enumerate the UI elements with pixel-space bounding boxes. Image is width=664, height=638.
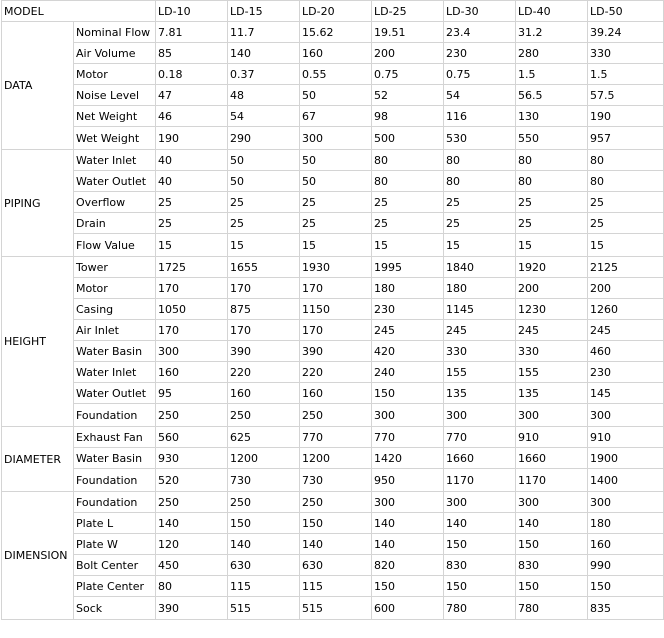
value-cell: 40 bbox=[156, 171, 228, 192]
model-header-cell: MODEL bbox=[2, 1, 156, 22]
value-cell: 39.24 bbox=[588, 22, 664, 43]
value-cell: 245 bbox=[444, 320, 516, 341]
parameter-label: Water Outlet bbox=[74, 383, 156, 404]
value-cell: 140 bbox=[372, 534, 444, 555]
value-cell: 0.75 bbox=[444, 64, 516, 85]
value-cell: 1200 bbox=[300, 448, 372, 469]
value-cell: 80 bbox=[156, 576, 228, 597]
value-cell: 515 bbox=[228, 597, 300, 620]
value-cell: 0.37 bbox=[228, 64, 300, 85]
group-label: HEIGHT bbox=[2, 257, 74, 427]
value-cell: 25 bbox=[300, 192, 372, 213]
value-cell: 1420 bbox=[372, 448, 444, 469]
table-row bbox=[2, 192, 664, 213]
parameter-label: Wet Weight bbox=[74, 127, 156, 150]
value-cell: 1150 bbox=[300, 299, 372, 320]
value-cell: 15 bbox=[444, 234, 516, 257]
value-cell: 56.5 bbox=[516, 85, 588, 106]
value-cell: 15 bbox=[588, 234, 664, 257]
parameter-label: Overflow bbox=[74, 192, 156, 213]
parameter-label: Foundation bbox=[74, 469, 156, 492]
table-row bbox=[2, 64, 664, 85]
value-cell: 770 bbox=[300, 427, 372, 448]
value-cell: 25 bbox=[588, 192, 664, 213]
value-cell: 1.5 bbox=[516, 64, 588, 85]
value-cell: 835 bbox=[588, 597, 664, 620]
value-cell: 180 bbox=[372, 278, 444, 299]
value-cell: 80 bbox=[516, 150, 588, 171]
value-cell: 300 bbox=[588, 404, 664, 427]
table-row bbox=[2, 404, 664, 427]
parameter-label: Tower bbox=[74, 257, 156, 278]
value-cell: 150 bbox=[372, 576, 444, 597]
value-cell: 200 bbox=[372, 43, 444, 64]
table-row bbox=[2, 106, 664, 127]
value-cell: 19.51 bbox=[372, 22, 444, 43]
parameter-label: Foundation bbox=[74, 492, 156, 513]
parameter-label: Air Inlet bbox=[74, 320, 156, 341]
value-cell: 25 bbox=[516, 192, 588, 213]
value-cell: 25 bbox=[300, 213, 372, 234]
value-cell: 300 bbox=[156, 341, 228, 362]
value-cell: 957 bbox=[588, 127, 664, 150]
value-cell: 220 bbox=[228, 362, 300, 383]
value-cell: 515 bbox=[300, 597, 372, 620]
value-cell: 25 bbox=[372, 213, 444, 234]
value-cell: 140 bbox=[300, 534, 372, 555]
value-cell: 500 bbox=[372, 127, 444, 150]
value-cell: 1260 bbox=[588, 299, 664, 320]
value-cell: 830 bbox=[444, 555, 516, 576]
value-cell: 80 bbox=[372, 150, 444, 171]
group-label: DIAMETER bbox=[2, 427, 74, 492]
value-cell: 180 bbox=[588, 513, 664, 534]
table-row bbox=[2, 383, 664, 404]
value-cell: 950 bbox=[372, 469, 444, 492]
value-cell: 15 bbox=[372, 234, 444, 257]
spec-table-body bbox=[2, 1, 664, 620]
value-cell: 245 bbox=[372, 320, 444, 341]
value-cell: 48 bbox=[228, 85, 300, 106]
value-cell: 135 bbox=[444, 383, 516, 404]
value-cell: 460 bbox=[588, 341, 664, 362]
parameter-label: Noise Level bbox=[74, 85, 156, 106]
value-cell: 300 bbox=[372, 492, 444, 513]
value-cell: 67 bbox=[300, 106, 372, 127]
parameter-label: Sock bbox=[74, 597, 156, 620]
parameter-label: Bolt Center bbox=[74, 555, 156, 576]
table-row bbox=[2, 448, 664, 469]
value-cell: 730 bbox=[228, 469, 300, 492]
value-cell: 190 bbox=[588, 106, 664, 127]
parameter-label: Air Volume bbox=[74, 43, 156, 64]
value-cell: 280 bbox=[516, 43, 588, 64]
table-row bbox=[2, 171, 664, 192]
parameter-label: Foundation bbox=[74, 404, 156, 427]
value-cell: 910 bbox=[516, 427, 588, 448]
value-cell: 50 bbox=[300, 171, 372, 192]
value-cell: 95 bbox=[156, 383, 228, 404]
value-cell: 190 bbox=[156, 127, 228, 150]
value-cell: 770 bbox=[372, 427, 444, 448]
value-cell: 15 bbox=[156, 234, 228, 257]
value-cell: 300 bbox=[444, 492, 516, 513]
parameter-label: Nominal Flow bbox=[74, 22, 156, 43]
value-cell: 54 bbox=[228, 106, 300, 127]
value-cell: 240 bbox=[372, 362, 444, 383]
value-cell: 1170 bbox=[516, 469, 588, 492]
value-cell: 52 bbox=[372, 85, 444, 106]
value-cell: 250 bbox=[156, 404, 228, 427]
table-row bbox=[2, 85, 664, 106]
value-cell: 390 bbox=[156, 597, 228, 620]
value-cell: 625 bbox=[228, 427, 300, 448]
value-cell: 600 bbox=[372, 597, 444, 620]
value-cell: 23.4 bbox=[444, 22, 516, 43]
value-cell: 145 bbox=[588, 383, 664, 404]
table-row bbox=[2, 22, 664, 43]
value-cell: 530 bbox=[444, 127, 516, 150]
parameter-label: Flow Value bbox=[74, 234, 156, 257]
value-cell: 1230 bbox=[516, 299, 588, 320]
value-cell: 155 bbox=[444, 362, 516, 383]
table-row bbox=[2, 299, 664, 320]
value-cell: 140 bbox=[228, 534, 300, 555]
table-row bbox=[2, 427, 664, 448]
parameter-label: Plate Center bbox=[74, 576, 156, 597]
value-cell: 11.7 bbox=[228, 22, 300, 43]
value-cell: 150 bbox=[516, 576, 588, 597]
spec-table bbox=[1, 0, 664, 620]
value-cell: 300 bbox=[588, 492, 664, 513]
value-cell: 300 bbox=[444, 404, 516, 427]
value-cell: 290 bbox=[228, 127, 300, 150]
value-cell: 630 bbox=[300, 555, 372, 576]
value-cell: 220 bbox=[300, 362, 372, 383]
table-row bbox=[2, 234, 664, 257]
value-cell: 160 bbox=[300, 383, 372, 404]
value-cell: 115 bbox=[300, 576, 372, 597]
value-cell: 25 bbox=[156, 213, 228, 234]
table-row bbox=[2, 257, 664, 278]
value-cell: 150 bbox=[444, 534, 516, 555]
value-cell: 200 bbox=[516, 278, 588, 299]
table-row bbox=[2, 320, 664, 341]
value-cell: 1050 bbox=[156, 299, 228, 320]
value-cell: 0.75 bbox=[372, 64, 444, 85]
value-cell: 250 bbox=[228, 404, 300, 427]
value-cell: 250 bbox=[228, 492, 300, 513]
value-cell: 85 bbox=[156, 43, 228, 64]
value-cell: 520 bbox=[156, 469, 228, 492]
value-cell: 780 bbox=[444, 597, 516, 620]
value-cell: 450 bbox=[156, 555, 228, 576]
value-cell: 230 bbox=[444, 43, 516, 64]
value-cell: 730 bbox=[300, 469, 372, 492]
value-cell: 50 bbox=[300, 85, 372, 106]
value-cell: 560 bbox=[156, 427, 228, 448]
parameter-label: Plate L bbox=[74, 513, 156, 534]
value-cell: 120 bbox=[156, 534, 228, 555]
value-cell: 330 bbox=[516, 341, 588, 362]
value-cell: 50 bbox=[300, 150, 372, 171]
value-cell: 830 bbox=[516, 555, 588, 576]
value-cell: 80 bbox=[588, 171, 664, 192]
value-cell: 550 bbox=[516, 127, 588, 150]
table-row bbox=[2, 597, 664, 620]
model-column-header: LD-50 bbox=[588, 1, 664, 22]
value-cell: 15 bbox=[516, 234, 588, 257]
value-cell: 160 bbox=[588, 534, 664, 555]
table-row bbox=[2, 555, 664, 576]
value-cell: 140 bbox=[444, 513, 516, 534]
value-cell: 0.18 bbox=[156, 64, 228, 85]
value-cell: 1660 bbox=[444, 448, 516, 469]
parameter-label: Plate W bbox=[74, 534, 156, 555]
value-cell: 1660 bbox=[516, 448, 588, 469]
value-cell: 46 bbox=[156, 106, 228, 127]
value-cell: 1930 bbox=[300, 257, 372, 278]
value-cell: 80 bbox=[372, 171, 444, 192]
value-cell: 25 bbox=[156, 192, 228, 213]
value-cell: 1995 bbox=[372, 257, 444, 278]
value-cell: 300 bbox=[516, 404, 588, 427]
value-cell: 25 bbox=[372, 192, 444, 213]
value-cell: 25 bbox=[444, 213, 516, 234]
table-row bbox=[2, 213, 664, 234]
value-cell: 47 bbox=[156, 85, 228, 106]
parameter-label: Exhaust Fan bbox=[74, 427, 156, 448]
value-cell: 150 bbox=[516, 534, 588, 555]
parameter-label: Casing bbox=[74, 299, 156, 320]
table-row bbox=[2, 576, 664, 597]
value-cell: 770 bbox=[444, 427, 516, 448]
value-cell: 150 bbox=[444, 576, 516, 597]
value-cell: 170 bbox=[300, 278, 372, 299]
table-row bbox=[2, 362, 664, 383]
value-cell: 230 bbox=[372, 299, 444, 320]
parameter-label: Water Basin bbox=[74, 341, 156, 362]
value-cell: 990 bbox=[588, 555, 664, 576]
parameter-label: Water Inlet bbox=[74, 150, 156, 171]
value-cell: 330 bbox=[444, 341, 516, 362]
value-cell: 180 bbox=[444, 278, 516, 299]
value-cell: 1900 bbox=[588, 448, 664, 469]
value-cell: 40 bbox=[156, 150, 228, 171]
value-cell: 170 bbox=[156, 320, 228, 341]
model-column-header: LD-20 bbox=[300, 1, 372, 22]
value-cell: 1920 bbox=[516, 257, 588, 278]
value-cell: 330 bbox=[588, 43, 664, 64]
value-cell: 31.2 bbox=[516, 22, 588, 43]
value-cell: 80 bbox=[444, 150, 516, 171]
value-cell: 1.5 bbox=[588, 64, 664, 85]
value-cell: 630 bbox=[228, 555, 300, 576]
value-cell: 15 bbox=[228, 234, 300, 257]
model-column-header: LD-40 bbox=[516, 1, 588, 22]
value-cell: 420 bbox=[372, 341, 444, 362]
parameter-label: Water Basin bbox=[74, 448, 156, 469]
value-cell: 820 bbox=[372, 555, 444, 576]
value-cell: 15 bbox=[300, 234, 372, 257]
group-label: DATA bbox=[2, 22, 74, 150]
value-cell: 80 bbox=[516, 171, 588, 192]
value-cell: 25 bbox=[228, 213, 300, 234]
value-cell: 300 bbox=[516, 492, 588, 513]
parameter-label: Drain bbox=[74, 213, 156, 234]
value-cell: 50 bbox=[228, 171, 300, 192]
value-cell: 7.81 bbox=[156, 22, 228, 43]
value-cell: 98 bbox=[372, 106, 444, 127]
table-row bbox=[2, 534, 664, 555]
value-cell: 170 bbox=[228, 278, 300, 299]
table-row bbox=[2, 513, 664, 534]
table-row bbox=[2, 492, 664, 513]
value-cell: 135 bbox=[516, 383, 588, 404]
parameter-label: Motor bbox=[74, 278, 156, 299]
value-cell: 57.5 bbox=[588, 85, 664, 106]
value-cell: 25 bbox=[516, 213, 588, 234]
value-cell: 25 bbox=[228, 192, 300, 213]
value-cell: 300 bbox=[300, 127, 372, 150]
parameter-label: Water Outlet bbox=[74, 171, 156, 192]
value-cell: 1200 bbox=[228, 448, 300, 469]
value-cell: 140 bbox=[372, 513, 444, 534]
value-cell: 1400 bbox=[588, 469, 664, 492]
value-cell: 250 bbox=[300, 404, 372, 427]
value-cell: 250 bbox=[300, 492, 372, 513]
value-cell: 160 bbox=[156, 362, 228, 383]
value-cell: 390 bbox=[228, 341, 300, 362]
value-cell: 150 bbox=[588, 576, 664, 597]
value-cell: 115 bbox=[228, 576, 300, 597]
value-cell: 250 bbox=[156, 492, 228, 513]
value-cell: 140 bbox=[516, 513, 588, 534]
value-cell: 1655 bbox=[228, 257, 300, 278]
value-cell: 15.62 bbox=[300, 22, 372, 43]
value-cell: 140 bbox=[156, 513, 228, 534]
value-cell: 245 bbox=[588, 320, 664, 341]
value-cell: 25 bbox=[588, 213, 664, 234]
value-cell: 230 bbox=[588, 362, 664, 383]
value-cell: 170 bbox=[156, 278, 228, 299]
value-cell: 2125 bbox=[588, 257, 664, 278]
value-cell: 875 bbox=[228, 299, 300, 320]
header-row bbox=[2, 1, 664, 22]
value-cell: 1145 bbox=[444, 299, 516, 320]
model-column-header: LD-15 bbox=[228, 1, 300, 22]
value-cell: 780 bbox=[516, 597, 588, 620]
value-cell: 80 bbox=[444, 171, 516, 192]
value-cell: 0.55 bbox=[300, 64, 372, 85]
value-cell: 130 bbox=[516, 106, 588, 127]
table-row bbox=[2, 127, 664, 150]
table-row bbox=[2, 469, 664, 492]
value-cell: 160 bbox=[300, 43, 372, 64]
value-cell: 160 bbox=[228, 383, 300, 404]
value-cell: 910 bbox=[588, 427, 664, 448]
model-column-header: LD-10 bbox=[156, 1, 228, 22]
value-cell: 116 bbox=[444, 106, 516, 127]
value-cell: 54 bbox=[444, 85, 516, 106]
parameter-label: Motor bbox=[74, 64, 156, 85]
value-cell: 245 bbox=[516, 320, 588, 341]
value-cell: 1725 bbox=[156, 257, 228, 278]
table-row bbox=[2, 43, 664, 64]
value-cell: 170 bbox=[300, 320, 372, 341]
model-column-header: LD-30 bbox=[444, 1, 516, 22]
parameter-label: Net Weight bbox=[74, 106, 156, 127]
value-cell: 80 bbox=[588, 150, 664, 171]
value-cell: 155 bbox=[516, 362, 588, 383]
value-cell: 25 bbox=[444, 192, 516, 213]
value-cell: 50 bbox=[228, 150, 300, 171]
value-cell: 390 bbox=[300, 341, 372, 362]
table-row bbox=[2, 150, 664, 171]
model-column-header: LD-25 bbox=[372, 1, 444, 22]
table-row bbox=[2, 341, 664, 362]
value-cell: 150 bbox=[372, 383, 444, 404]
value-cell: 200 bbox=[588, 278, 664, 299]
value-cell: 150 bbox=[228, 513, 300, 534]
value-cell: 300 bbox=[372, 404, 444, 427]
table-row bbox=[2, 278, 664, 299]
value-cell: 170 bbox=[228, 320, 300, 341]
value-cell: 1840 bbox=[444, 257, 516, 278]
value-cell: 930 bbox=[156, 448, 228, 469]
group-label: PIPING bbox=[2, 150, 74, 257]
parameter-label: Water Inlet bbox=[74, 362, 156, 383]
value-cell: 1170 bbox=[444, 469, 516, 492]
group-label: DIMENSION bbox=[2, 492, 74, 620]
value-cell: 150 bbox=[300, 513, 372, 534]
value-cell: 140 bbox=[228, 43, 300, 64]
